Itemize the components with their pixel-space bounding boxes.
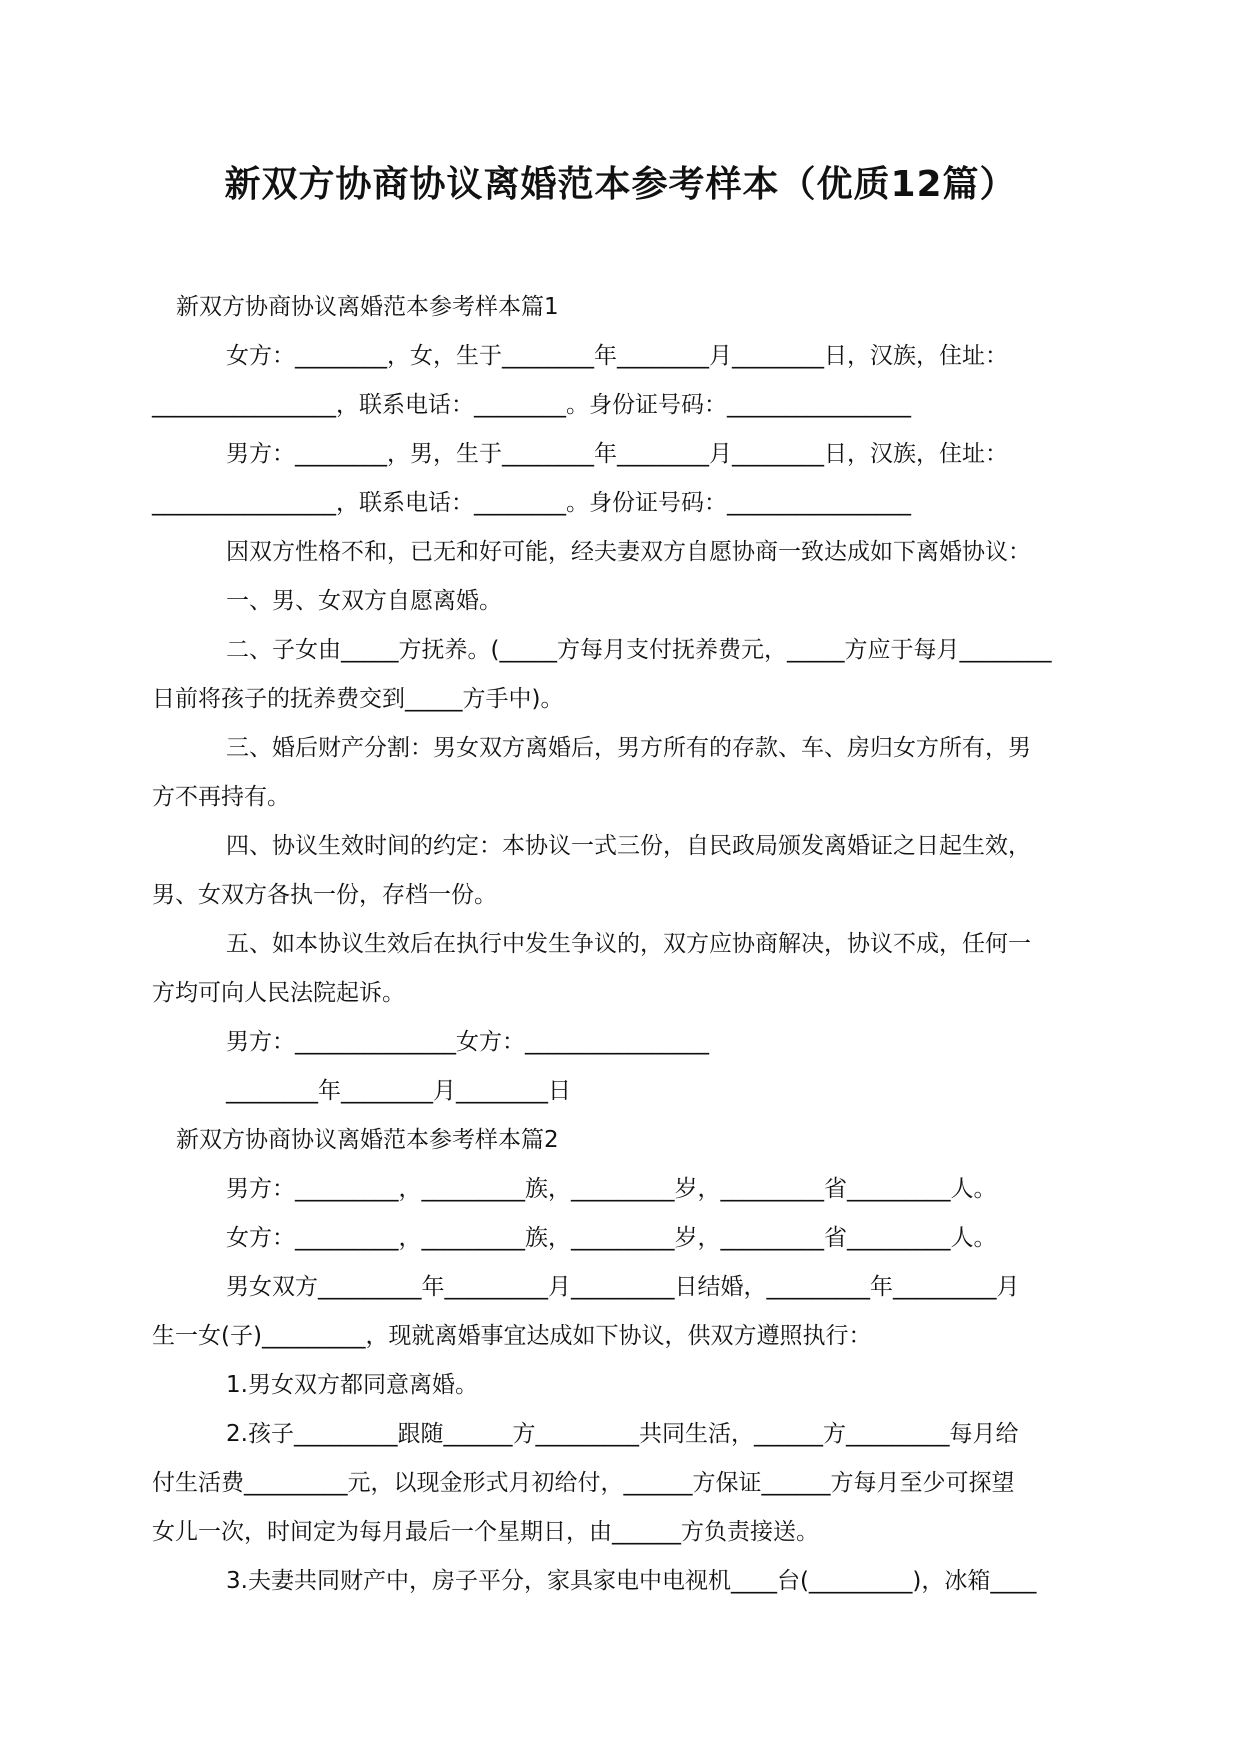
body-line: 1.男女双方都同意离婚。: [226, 1372, 478, 1398]
body-line: 女儿一次，时间定为每月最后一个星期日，由______方负责接送。: [152, 1519, 819, 1545]
body-line: 付生活费_________元，以现金形式月初给付，______方保证______方每月至少可探望: [152, 1470, 1015, 1496]
body-line: 二、子女由_____方抚养。(_____方每月支付抚养费元，_____方应于每月________: [226, 637, 1052, 663]
body-line: ________________，联系电话：________。身份证号码：________________: [152, 490, 911, 516]
body-line: 2.孩子_________跟随______方_________共同生活，______方_________每月给: [226, 1421, 1019, 1447]
body-line: 三、婚后财产分割：男女双方离婚后，男方所有的存款、车、房归女方所有，男: [226, 735, 1031, 761]
section-heading: 新双方协商协议离婚范本参考样本篇1: [176, 294, 559, 320]
body-line: ________________，联系电话：________。身份证号码：________________: [152, 392, 911, 418]
body-line: 3.夫妻共同财产中，房子平分，家具家电中电视机____台(_________)，冰箱____: [226, 1568, 1037, 1594]
body-line: 因双方性格不和，已无和好可能，经夫妻双方自愿协商一致达成如下离婚协议：: [226, 539, 1031, 565]
body-line: 五、如本协议生效后在执行中发生争议的，双方应协商解决，协议不成，任何一: [226, 931, 1031, 957]
body-line: 男方：_________，_________族，_________岁，_________省_________人。: [226, 1176, 997, 1202]
body-line: 生一女(子)_________，现就离婚事宜达成如下协议，供双方遵照执行：: [152, 1323, 872, 1349]
body-line: 女方：_________，_________族，_________岁，_________省_________人。: [226, 1225, 997, 1251]
document-title: 新双方协商协议离婚范本参考样本（优质12篇）: [224, 164, 1017, 205]
body-line: 男、女双方各执一份，存档一份。: [152, 882, 497, 908]
body-line: 男方：______________女方：________________: [226, 1029, 709, 1055]
body-line: 日前将孩子的抚养费交到_____方手中)。: [152, 686, 564, 712]
body-line: 四、协议生效时间的约定：本协议一式三份，自民政局颁发离婚证之日起生效，: [226, 833, 1031, 859]
section-heading: 新双方协商协议离婚范本参考样本篇2: [176, 1127, 559, 1153]
body-line: 男方：________，男，生于________年________月________日，汉族，住址：: [226, 441, 1008, 467]
body-line: ________年________月________日: [226, 1078, 571, 1104]
document-body: [152, 283, 1112, 1606]
body-line: 方不再持有。: [152, 784, 290, 810]
body-line: 女方：________，女，生于________年________月________日，汉族，住址：: [226, 343, 1008, 369]
body-line: 男女双方_________年_________月_________日结婚，_________年_________月: [226, 1274, 1020, 1300]
body-line: 方均可向人民法院起诉。: [152, 980, 405, 1006]
body-line: 一、男、女双方自愿离婚。: [226, 588, 502, 614]
